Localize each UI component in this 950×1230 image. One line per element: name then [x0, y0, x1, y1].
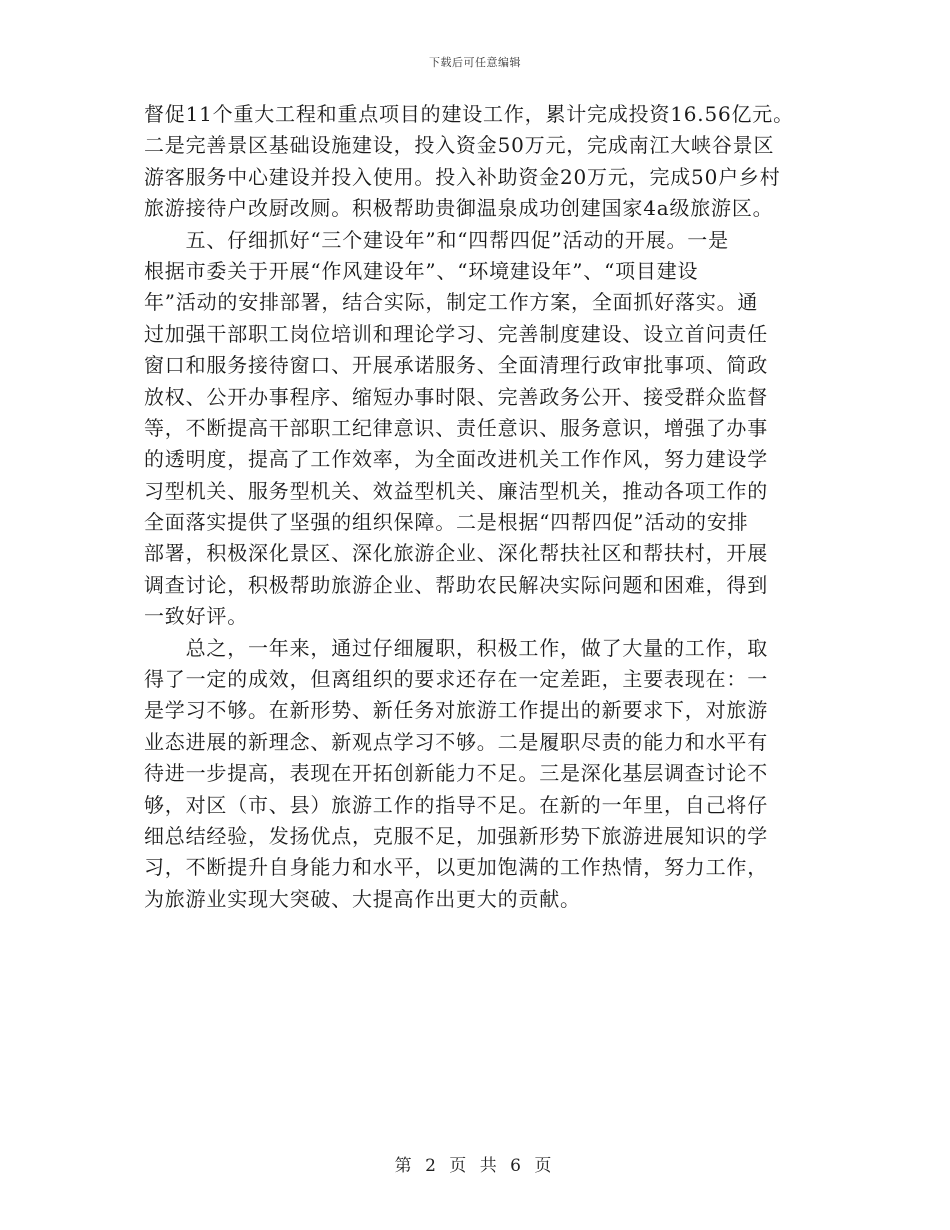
text-line: 够，对区（市、县）旅游工作的指导不足。在新的一年里，自己将仔: [144, 792, 768, 817]
text-line: 待进一步提高，表现在开拓创新能力不足。三是深化基层调查讨论不: [144, 761, 768, 786]
page-number-footer: 第 2 页 共 6 页: [394, 1156, 556, 1176]
text-line: 全面落实提供了坚强的组织保障。二是根据“四帮四促”活动的安排: [144, 510, 749, 535]
text-line: 根据市委关于开展“作风建设年”、“环境建设年”、“项目建设: [144, 258, 699, 283]
text-line: 年”活动的安排部署，结合实际，制定工作方案，全面抓好落实。通: [144, 290, 759, 315]
text-line: 二是完善景区基础设施建设，投入资金50万元，完成南江大峡谷景区: [144, 133, 775, 158]
text-line: 窗口和服务接待窗口、开展承诺服务、全面清理行政审批事项、简政: [144, 353, 768, 378]
text-line: 放权、公开办事程序、缩短办事时限、完善政务公开、接受群众监督: [144, 384, 768, 409]
text-line: 督促11个重大工程和重点项目的建设工作，累计完成投资16.56亿元。: [144, 102, 794, 126]
text-line: 总之，一年来，通过仔细履职，积极工作，做了大量的工作，取: [144, 635, 768, 660]
text-line: 习型机关、服务型机关、效益型机关、廉洁型机关，推动各项工作的: [144, 478, 768, 503]
text-line: 部署，积极深化景区、深化旅游企业、深化帮扶社区和帮扶村，开展: [144, 541, 768, 566]
document-body: [144, 99, 810, 915]
page-header: 下载后可任意编辑: [429, 56, 521, 69]
text-line: 为旅游业实现大突破、大提高作出更大的贡献。: [144, 886, 581, 911]
text-line: 的透明度，提高了工作效率，为全面改进机关工作作风，努力建设学: [144, 447, 768, 472]
text-line: 等，不断提高干部职工纪律意识、责任意识、服务意识，增强了办事: [144, 415, 768, 440]
text-line: 细总结经验，发扬优点，克服不足，加强新形势下旅游进展知识的学: [144, 823, 768, 848]
text-line: 过加强干部职工岗位培训和理论学习、完善制度建设、设立首问责任: [144, 321, 768, 346]
text-line: 得了一定的成效，但离组织的要求还存在一定差距，主要表现在：一: [144, 667, 768, 692]
text-line: 一致好评。: [144, 604, 248, 629]
text-line: 游客服务中心建设并投入使用。投入补助资金20万元，完成50户乡村: [144, 164, 781, 189]
text-line: 调查讨论，积极帮助旅游企业、帮助农民解决实际问题和困难，得到: [144, 572, 768, 597]
text-line: 习，不断提升自身能力和水平，以更加饱满的工作热情，努力工作，: [144, 855, 768, 880]
text-line: 旅游接待户改厨改厕。积极帮助贵御温泉成功创建国家4a级旅游区。: [144, 196, 774, 221]
text-line: 是学习不够。在新形势、新任务对旅游工作提出的新要求下，对旅游: [144, 698, 768, 723]
text-line: 业态进展的新理念、新观点学习不够。二是履职尽责的能力和水平有: [144, 729, 768, 754]
text-line: 五、仔细抓好“三个建设年”和“四帮四促”活动的开展。一是: [144, 227, 729, 252]
